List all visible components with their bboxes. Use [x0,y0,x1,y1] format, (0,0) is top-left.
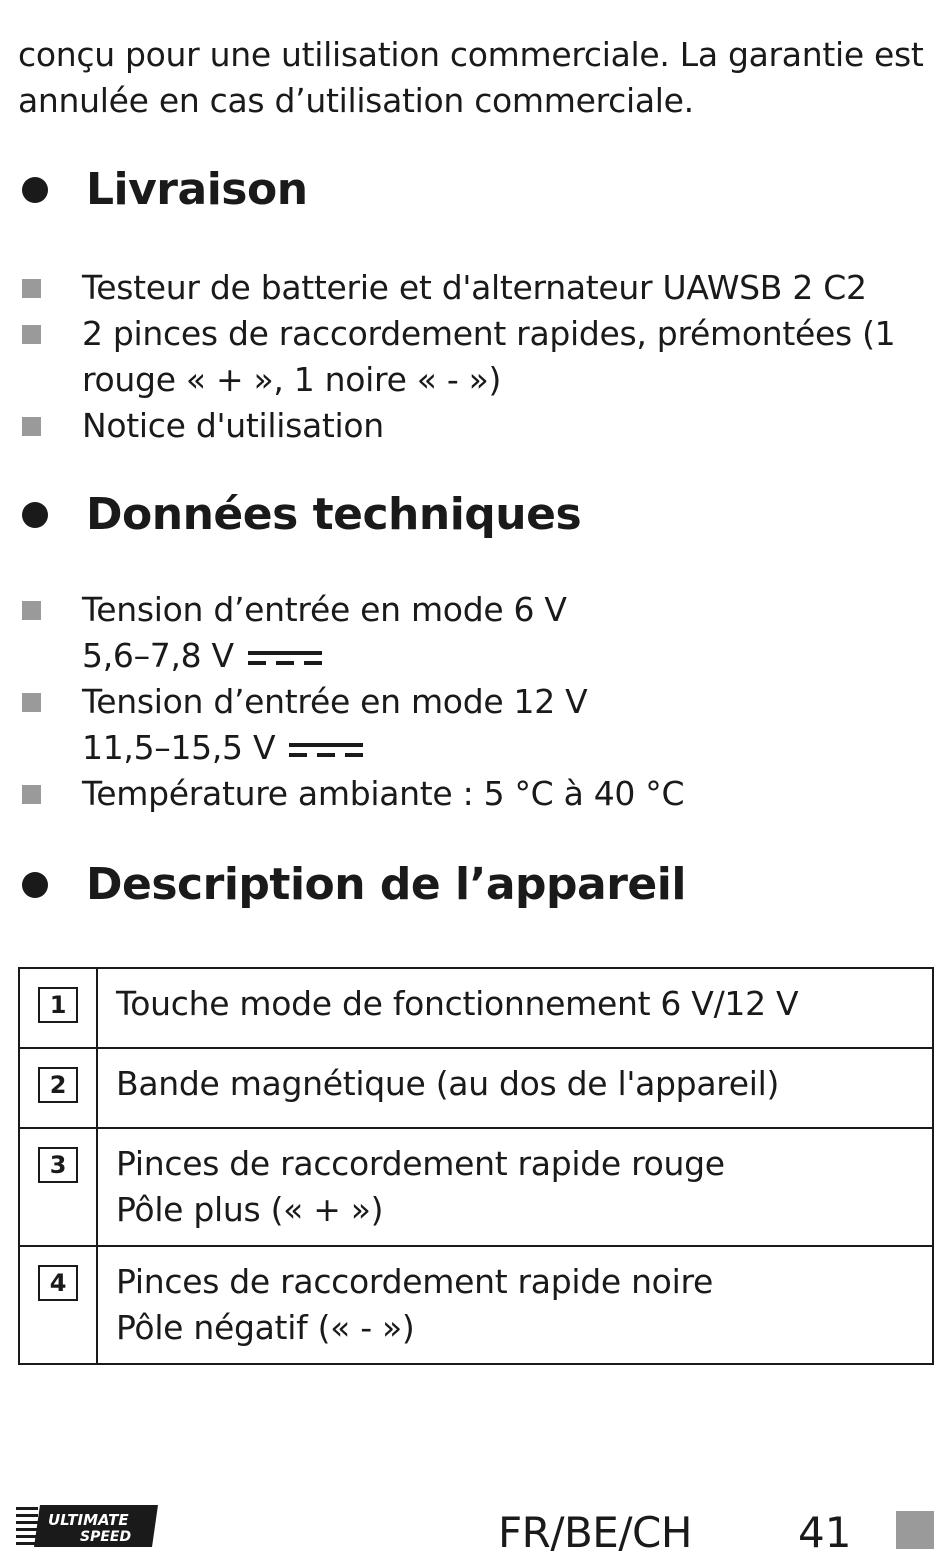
part-number-cell [19,968,97,1048]
part-number-cell [19,1128,97,1246]
intro-paragraph [18,32,928,124]
ultimate-speed-logo [16,1503,158,1549]
donnees-list [18,587,918,817]
direct-current-icon [248,648,322,668]
page-number: 41 [798,1508,852,1557]
list-item [18,265,918,311]
round-bullet-icon [22,177,48,203]
list-item-text: Testeur de batterie et d'alternateur UAWSB 2 C2 [82,268,867,307]
part-description: Pinces de raccordement rapide rouge [116,1144,725,1183]
part-description-pole: Pôle plus (« + ») [116,1190,384,1229]
section-title: Description de l’appareil [86,859,686,910]
part-number: 3 [38,1147,78,1183]
part-number: 2 [38,1067,78,1103]
logo-text-1: ULTIMATE [48,1511,129,1529]
language-label: FR/BE/CH [498,1508,692,1557]
list-item-text: Notice d'utilisation [82,406,384,445]
section-title: Livraison [86,164,308,215]
section-title: Données techniques [86,489,582,540]
list-item [18,311,918,403]
part-description-cell [97,968,933,1048]
part-number-cell [19,1048,97,1128]
table-row [19,1246,933,1364]
square-bullet-icon [22,325,41,344]
square-bullet-icon [22,417,41,436]
list-item [18,679,918,771]
list-item-text: Température ambiante : 5 °C à 40 °C [82,774,685,813]
list-item [18,403,918,449]
intro-line-2: annulée en cas d’utilisation commerciale. [18,81,694,120]
section-heading-donnees [18,487,581,543]
part-number: 4 [38,1265,78,1301]
list-item-text-cont: rouge « + », 1 noire « - ») [82,360,502,399]
square-bullet-icon [22,693,41,712]
list-item [18,587,918,679]
part-number-cell [19,1246,97,1364]
square-bullet-icon [22,279,41,298]
voltage-range: 5,6–7,8 V [82,636,234,675]
part-description: Touche mode de fonctionnement 6 V/12 V [116,984,799,1023]
list-item [18,771,918,817]
part-description-pole: Pôle négatif (« - ») [116,1308,415,1347]
part-description-cell [97,1246,933,1364]
direct-current-icon [289,740,363,760]
section-heading-livraison [18,162,308,218]
square-bullet-icon [22,785,41,804]
intro-line-1: conçu pour une utilisation commerciale. La garantie est [18,35,924,74]
logo-text-2: SPEED [80,1529,132,1545]
table-row [19,1048,933,1128]
part-description: Pinces de raccordement rapide noire [116,1262,713,1301]
voltage-range: 11,5–15,5 V [82,728,276,767]
part-description-cell [97,1128,933,1246]
list-item-text: Tension d’entrée en mode 6 V [82,590,567,629]
parts-table [18,967,934,1365]
part-description: Bande magnétique (au dos de l'appareil) [116,1064,780,1103]
page-marker-square [896,1511,934,1549]
round-bullet-icon [22,872,48,898]
part-description-cell [97,1048,933,1128]
livraison-list [18,265,918,449]
square-bullet-icon [22,601,41,620]
part-number: 1 [38,987,78,1023]
table-row [19,968,933,1048]
table-row [19,1128,933,1246]
list-item-text: Tension d’entrée en mode 12 V [82,682,588,721]
round-bullet-icon [22,502,48,528]
list-item-text: 2 pinces de raccordement rapides, prémontées (1 [82,314,896,353]
section-heading-description [18,857,686,913]
